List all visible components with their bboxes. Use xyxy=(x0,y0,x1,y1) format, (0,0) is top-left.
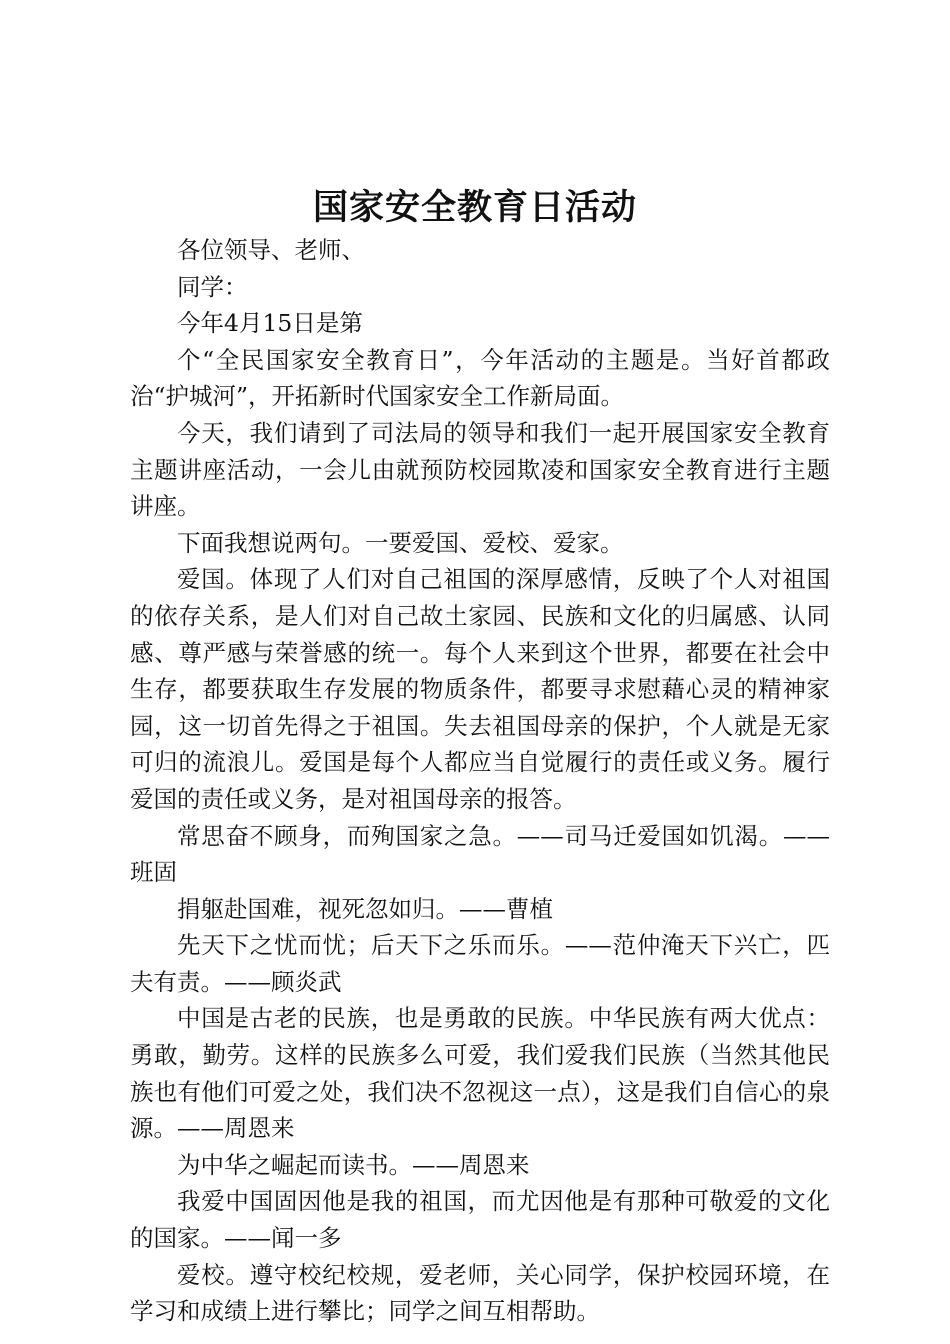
quote-cao-zhi: 捐躯赴国难，视死忽如归。——曹植 xyxy=(177,894,553,923)
paragraph-today: 今天，我们请到了司法局的领导和我们一起开展国家安全教育主题讲座活动，一会儿由就预防校园欺凌和国家安全教育进行主题讲座。 xyxy=(130,418,830,521)
paragraph-greeting: 各位领导、老师、 xyxy=(177,236,365,264)
quote-zhou-enlai-1: 中国是古老的民族，也是勇敢的民族。中华民族有两大优点：勇敢，勤劳。这样的民族多么可爱，我们爱我们民族（当然其他民族也有他们可爱之处，我们决不忽视这一点），这是我们自信心的泉源。——周恩来 xyxy=(130,1004,830,1143)
document-body xyxy=(130,232,830,1330)
paragraph-love-school: 爱校。遵守校纪校规，爱老师，关心同学，保护校园环境，在学习和成绩上进行攀比；同学之间互相帮助。 xyxy=(130,1260,830,1326)
quote-fan-zhongyan: 先天下之忧而忧；后天下之乐而乐。——范仲淹天下兴亡，匹夫有责。——顾炎武 xyxy=(130,931,830,996)
paragraph-theme: 个“全民国家安全教育日”，今年活动的主题是。当好首都政治“护城河”，开拓新时代国家安全工作新局面。 xyxy=(130,345,830,411)
paragraph-intro: 下面我想说两句。一要爱国、爱校、爱家。 xyxy=(177,528,624,557)
paragraph-greeting-students: 同学： xyxy=(177,272,248,301)
quote-zhou-enlai-2: 为中华之崛起而读书。——周恩来 xyxy=(177,1150,530,1179)
document-title: 国家安全教育日活动 xyxy=(312,187,637,228)
quote-sima-qian: 常思奋不顾身，而殉国家之急。——司马迁爱国如饥渴。——班固 xyxy=(130,821,830,887)
paragraph-love-country: 爱国。体现了人们对自己祖国的深厚感情，反映了个人对祖国的依存关系，是人们对自己故土家园、民族和文化的归属感、认同感、尊严感与荣誉感的统一。每个人来到这个世界，都要在社会中生存，都要获取生存发展的物质条件，都要寻求慰藉心灵的精神家园，这一切首先得之于祖国。失去祖国母亲的保护，个人就是无家可归的流浪儿。爱国是每个人都应当自觉履行的责任或义务。履行爱国的责任或义务，是对祖国母亲的报答。 xyxy=(130,565,830,813)
paragraph-date: 今年4月15日是第 xyxy=(177,309,363,338)
quote-wen-yiduo: 我爱中国固因他是我的祖国，而尤因他是有那种可敬爱的文化的国家。——闻一多 xyxy=(130,1187,830,1253)
